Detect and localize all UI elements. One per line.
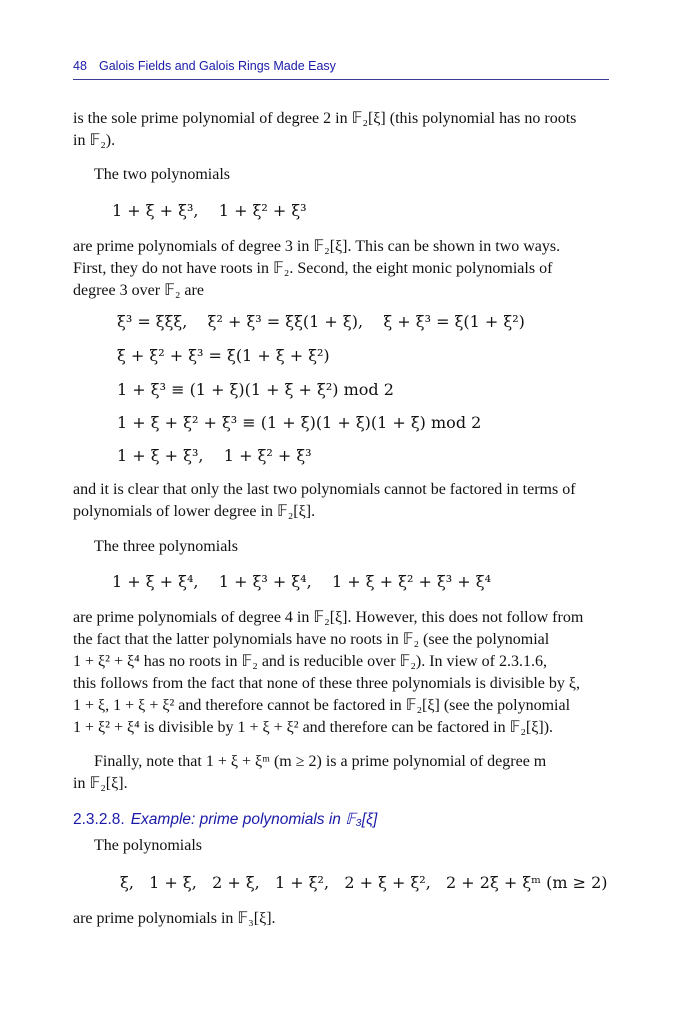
page-header	[73, 57, 609, 80]
paragraph-line: degree 3 over 𝔽₂ are	[73, 282, 204, 299]
paragraph-line: is the sole prime polynomial of degree 2 in 𝔽₂[ξ] (this polynomial has no roots	[73, 110, 577, 127]
paragraph-line: are prime polynomials of degree 3 in 𝔽₂[ξ]. This can be shown in two ways.	[73, 238, 561, 255]
paragraph-line: First, they do not have roots in 𝔽₂. Second, the eight monic polynomials of	[73, 260, 553, 277]
section-number: 2.3.2.8.	[73, 811, 125, 828]
display-equation: ξ, 1 + ξ, 2 + ξ, 1 + ξ², 2 + ξ + ξ², 2 + 2ξ + ξᵐ (m ≥ 2)	[120, 873, 608, 892]
paragraph: are prime polynomials in 𝔽₃[ξ].	[73, 910, 276, 927]
paragraph-line: 1 + ξ, 1 + ξ + ξ² and therefore cannot be factored in 𝔽₂[ξ] (see the polynomial	[73, 697, 571, 714]
display-equation: 1 + ξ + ξ² + ξ³ ≡ (1 + ξ)(1 + ξ)(1 + ξ) mod 2	[117, 413, 482, 432]
section-heading	[73, 810, 377, 829]
display-equation: ξ³ = ξξξ, ξ² + ξ³ = ξξ(1 + ξ), ξ + ξ³ = ξ(1 + ξ²)	[117, 312, 525, 331]
page-number: 48	[73, 59, 87, 73]
display-equation: 1 + ξ + ξ³, 1 + ξ² + ξ³	[117, 446, 312, 465]
paragraph: The two polynomials	[94, 166, 230, 183]
paragraph-line: this follows from the fact that none of these three polynomials is divisible by ξ,	[73, 675, 581, 692]
paragraph-line: in 𝔽₂[ξ].	[73, 775, 128, 792]
paragraph-line: 1 + ξ² + ξ⁴ is divisible by 1 + ξ + ξ² and therefore can be factored in 𝔽₂[ξ]).	[73, 719, 554, 736]
display-equation: 1 + ξ + ξ⁴, 1 + ξ³ + ξ⁴, 1 + ξ + ξ² + ξ³ + ξ⁴	[112, 572, 492, 591]
display-equation: 1 + ξ + ξ³, 1 + ξ² + ξ³	[112, 201, 307, 220]
paragraph-line: polynomials of lower degree in 𝔽₂[ξ].	[73, 503, 316, 520]
paragraph: The three polynomials	[94, 538, 238, 555]
running-title: Galois Fields and Galois Rings Made Easy	[99, 59, 336, 73]
paragraph-line: Finally, note that 1 + ξ + ξᵐ (m ≥ 2) is a prime polynomial of degree m	[94, 753, 547, 770]
paragraph-line: are prime polynomials of degree 4 in 𝔽₂[ξ]. However, this does not follow from	[73, 609, 584, 626]
paragraph-line: and it is clear that only the last two polynomials cannot be factored in terms of	[73, 481, 576, 498]
display-equation: 1 + ξ³ ≡ (1 + ξ)(1 + ξ + ξ²) mod 2	[117, 380, 394, 399]
display-equation: ξ + ξ² + ξ³ = ξ(1 + ξ + ξ²)	[117, 346, 330, 365]
paragraph-line: the fact that the latter polynomials have no roots in 𝔽₂ (see the polynomial	[73, 631, 550, 648]
paragraph-line: 1 + ξ² + ξ⁴ has no roots in 𝔽₂ and is reducible over 𝔽₂). In view of 2.3.1.6,	[73, 653, 547, 670]
paragraph-line: in 𝔽₂).	[73, 132, 116, 149]
section-title: Example: prime polynomials in 𝔽₃[ξ]	[130, 811, 378, 828]
paragraph: The polynomials	[94, 837, 202, 854]
